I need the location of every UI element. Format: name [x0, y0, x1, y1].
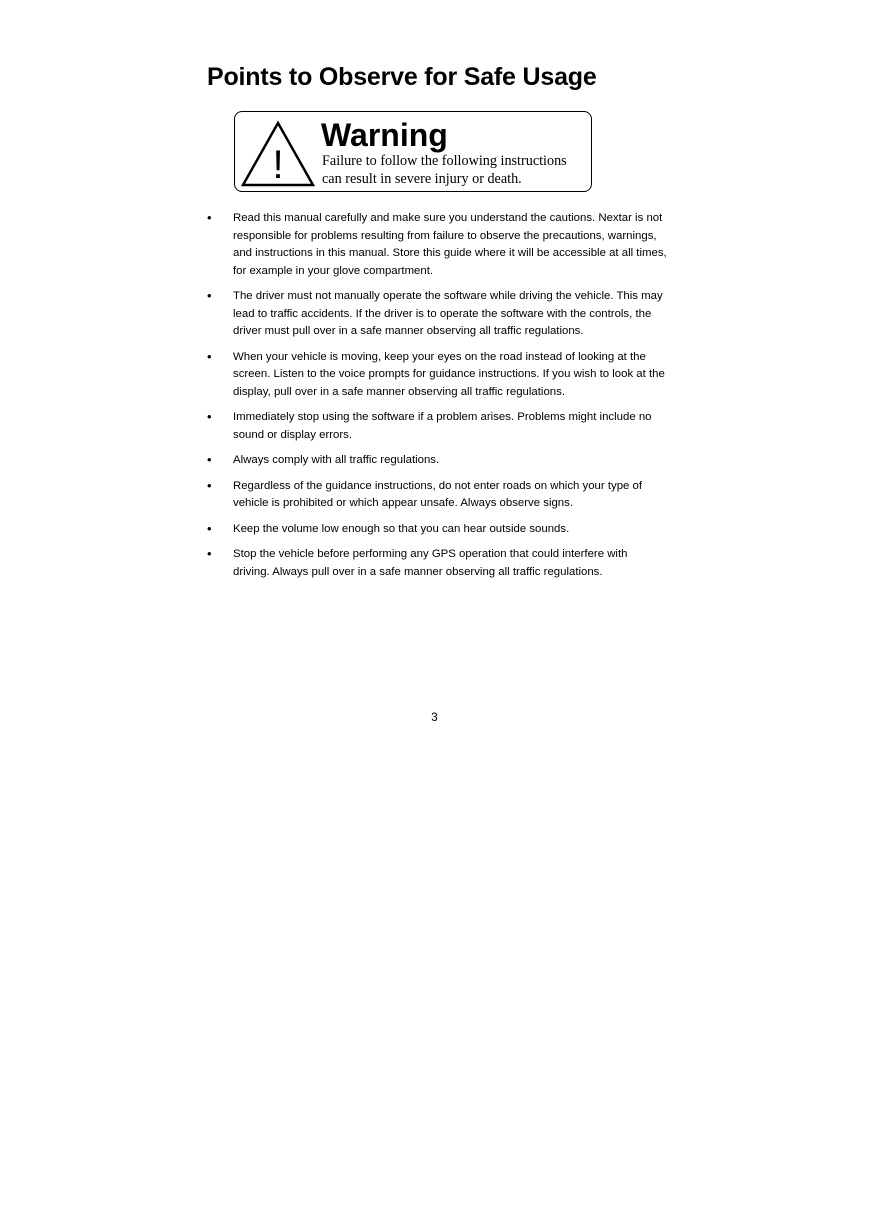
warning-message-line-1: Failure to follow the following instructions: [322, 153, 567, 169]
list-item: [207, 288, 667, 341]
warning-box: [234, 111, 592, 192]
safety-instructions-list: [207, 210, 667, 589]
bullet-icon: •: [207, 546, 212, 561]
list-item-text: Always comply with all traffic regulations.: [233, 454, 440, 466]
bullet-icon: •: [207, 288, 212, 303]
list-item-text: Read this manual carefully and make sure you understand the cautions. Nextar is not responsible for problems resulting from failure to observe the precautions, warnings, and instructions in this manual. Store this guide where it will be accessible at all times, for example in your glove compartment.: [233, 212, 667, 277]
bullet-icon: •: [207, 452, 212, 467]
bullet-icon: •: [207, 520, 212, 536]
list-item: [207, 409, 667, 444]
page-title: Points to Observe for Safe Usage: [207, 63, 597, 91]
list-item-text: Immediately stop using the software if a problem arises. Problems might include no sound or display errors.: [233, 411, 652, 441]
warning-message: [322, 152, 590, 188]
warning-exclamation: !: [272, 143, 284, 187]
bullet-icon: •: [207, 477, 212, 493]
bullet-icon: •: [207, 348, 212, 364]
list-item: [207, 478, 667, 513]
list-item: [207, 452, 667, 470]
warning-message-line-2: can result in severe injury or death.: [322, 171, 522, 187]
warning-triangle-icon: [240, 120, 316, 188]
list-item-text: Keep the volume low enough so that you can hear outside sounds.: [233, 522, 570, 535]
list-item-text: Regardless of the guidance instructions, do not enter roads on which your type of vehicle is prohibited or which appear unsafe. Always observe signs.: [233, 479, 643, 509]
bullet-icon: •: [207, 210, 212, 225]
list-item: [207, 349, 667, 402]
bullet-icon: •: [207, 409, 212, 424]
list-item: [207, 521, 667, 539]
list-item-text: When your vehicle is moving, keep your eyes on the road instead of looking at the screen. Listen to the voice prompts for guidance instructions. If you wish to look at the display, pull over in a safe manner observing all traffic regulations.: [233, 350, 665, 398]
list-item-text: The driver must not manually operate the software while driving the vehicle. This may lead to traffic accidents. If the driver is to operate the software with the controls, the driver must pull over in a safe manner observing all traffic regulations.: [233, 290, 663, 337]
page-number: 3: [431, 712, 438, 724]
list-item-text: Stop the vehicle before performing any GPS operation that could interfere with driving. Always pull over in a safe manner observing all traffic regulations.: [233, 548, 628, 578]
list-item: [207, 546, 667, 581]
warning-heading: Warning: [321, 117, 448, 153]
list-item: [207, 210, 667, 280]
